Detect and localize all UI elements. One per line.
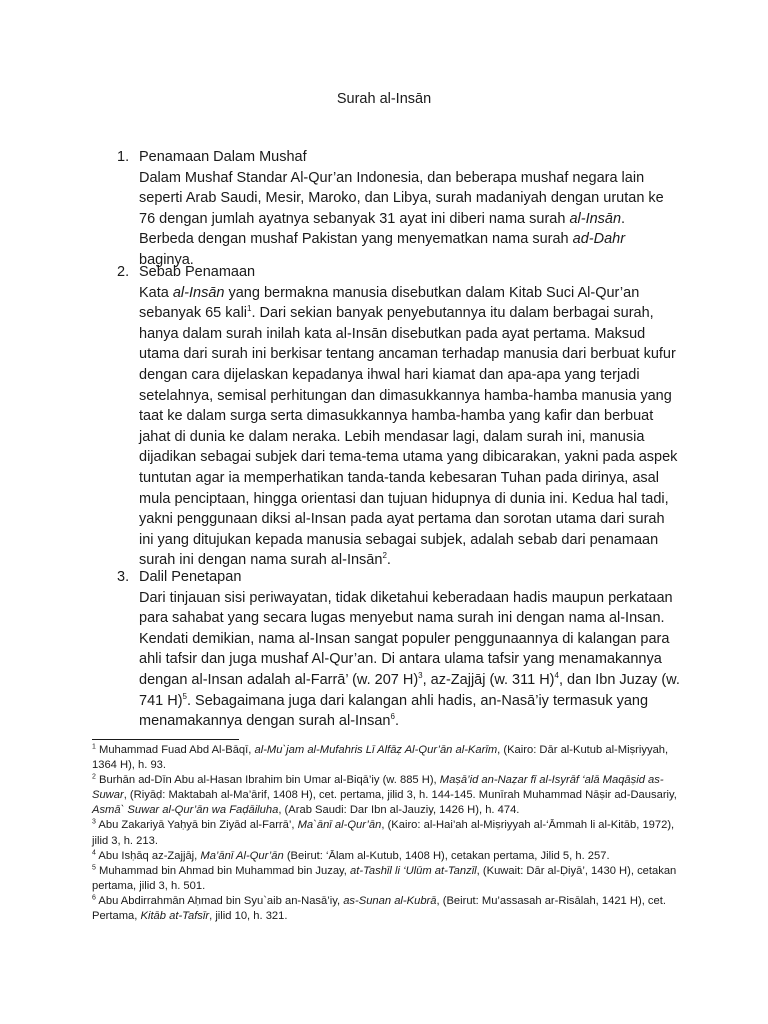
footnote-text: , jilid 10, h. 321.	[209, 910, 288, 923]
footnote-text: (Beirut: ‘Ālam al-Kutub, 1408 H), cetakan pertama, Jilid 5, h. 257.	[283, 849, 610, 862]
paragraph-text: yang bermakna manusia disebutkan dalam Kitab Suci Al-Qur’an sebanyak 65 kali	[139, 284, 640, 322]
footnote-title: al-Mu`jam al-Mufahris Lī Alfāẓ Al-Qur’ān al-Karīm	[254, 744, 498, 756]
paragraph-text: baginya.	[139, 251, 194, 268]
footnote-title: Ma’ānī Al-Qur’ān	[200, 849, 284, 862]
footnote-text: Burhān ad-Dīn Abu al-Hasan Ibrahim bin Umar al-Biqā’iy (w. 885 H),	[95, 774, 440, 787]
paragraph-text: Dalam Mushaf Standar Al-Qur’an Indonesia, dan beberapa mushaf negara lain seperti Arab Saudi, Mesir, Maroko, dan Libya, surah madaniyah dengan urutan ke 76 dengan jumlah ayatnya sebanyak 31 ayat ini diberi nama surah	[139, 169, 664, 227]
paragraph-text: , dan Ibn Juzay (w. 741 H)	[139, 671, 680, 709]
footnote-text: Abu Zakariyā Yaḥyā bin Ziyād al-Farrā’,	[95, 819, 298, 832]
footnote-title: Asmā` Suwar al-Qur’ān wa Faḍāiluha	[92, 804, 279, 817]
footnotes	[92, 743, 692, 924]
section-heading: Sebab Penamaan	[139, 264, 256, 280]
paragraph-text: . Sebagaimana juga dari kalangan ahli hadis, an-Nasā’iy termasuk yang menamakannya dengan surah al-Insan	[139, 692, 649, 730]
footnote-text: , (Kairo: al-Hai’ah al-Miṣriyyah al-‘Āmmah li al-Kitāb, 1972), jilid 3, h. 213.	[92, 819, 675, 847]
paragraph-text: , az-Zajjāj (w. 311 H)	[422, 671, 555, 688]
footnote	[92, 743, 692, 773]
italic-term: ad-Dahr	[572, 231, 626, 248]
section-body	[139, 567, 682, 732]
section-dalil-penetapan	[92, 567, 682, 732]
footnote-text: , (Beirut: Mu’assasah ar-Risālah, 1421 H), cet. Pertama,	[92, 894, 666, 923]
paragraph-text: Kata	[139, 284, 173, 301]
section-body	[139, 147, 682, 271]
footnote	[92, 849, 692, 864]
footnote	[92, 818, 692, 848]
paragraph-text: . Berbeda dengan mushaf Pakistan yang menyematkan nama surah	[139, 210, 626, 248]
footnote-text: Muhammad bin Ahmad bin Muhammad bin Juzay,	[95, 864, 351, 877]
footnote-number: 2	[92, 773, 96, 781]
section-number: 2.	[117, 264, 130, 280]
footnote-number: 5	[92, 864, 96, 872]
footnote-text: , (Kuwait: Dār al-Ḍiyā’, 1430 H), cetakan pertama, jilid 3, h. 501.	[92, 864, 677, 892]
footnote-text: , (Kairo: Dār al-Kutub al-Miṣriyyah, 1364 H), h. 93.	[92, 744, 669, 772]
footnote-title: as-Sunan al-Kubrā	[343, 894, 437, 907]
footnote-title: Maṣā’id an-Naẓar fī al-Isyrāf ‘alā Maqāṣid as-Suwar	[92, 774, 664, 802]
page-title: Surah al-Insān	[336, 91, 432, 107]
paragraph-text: .	[386, 552, 391, 569]
footnote-separator	[92, 739, 239, 740]
footnote	[92, 773, 692, 818]
footnote-text: , (Riyāḍ: Maktabah al-Ma’ārif, 1408 H), cet. pertama, jilid 3, h. 144-145. Munīrah Muhammad Nāṣir ad-Dausariy,	[123, 789, 677, 802]
section-heading: Penamaan Dalam Mushaf	[139, 149, 307, 165]
section-body	[139, 262, 682, 571]
footnote-ref[interactable]: 2	[382, 551, 387, 561]
footnote-ref[interactable]: 3	[418, 671, 423, 681]
footnote-title: Kitāb at-Tafsīr	[140, 910, 210, 923]
footnote	[92, 864, 692, 894]
footnote-number: 3	[92, 818, 96, 826]
section-number: 3.	[117, 569, 130, 585]
footnote-ref[interactable]: 1	[247, 304, 252, 314]
section-number: 1.	[117, 149, 130, 165]
footnote-text: Abu Abdirrahmān Aḥmad bin Syu`aib an-Nasā’iy,	[95, 894, 344, 907]
footnote-text: Muhammad Fuad Abd Al-Bāqī,	[95, 744, 255, 756]
footnote	[92, 894, 692, 924]
section-sebab-penamaan	[92, 262, 682, 571]
section-penamaan	[92, 147, 682, 271]
section-heading: Dalil Penetapan	[139, 569, 242, 585]
italic-term: al-Insān	[569, 210, 622, 227]
paragraph-text: .	[394, 713, 399, 730]
italic-term: al-Insān	[172, 284, 225, 301]
footnote-number: 1	[92, 743, 96, 751]
footnote-title: at-Tashīl li ‘Ulūm at-Tanzīl	[350, 864, 477, 877]
paragraph-text: Dari tinjauan sisi periwayatan, tidak diketahui keberadaan hadis maupun perkataan para sahabat yang secara lugas menyebut nama surah ini dengan nama al-Insan. Kendati demikian, nama al-Insan sangat populer penggunaannya di kalangan para ahli tafsir dan juga mushaf Al-Qur’an. Di antara ulama tafsir yang menamakannya dengan al-Insan adalah al-Farrā’ (w. 207 H)	[139, 589, 673, 688]
footnote-number: 4	[92, 848, 96, 856]
footnote-ref[interactable]: 4	[554, 671, 559, 681]
paragraph-text: . Dari sekian banyak penyebutannya itu dalam berbagai surah, hanya dalam surah inilah kata al-Insān disebutkan pada ayat pertama. Maksud utama dari surah ini berkisar tentang ancaman terhadap manusia dari berbuat kufur dengan cara dijelaskan kepadanya ihwal hari kiamat dan apa-apa yang terjadi setelahnya, semisal perhitungan dan dimasukkannya hamba-hamba manusia yang taat ke dalam surga serta dimasukkannya hamba-hamba yang kafir dan berbuat jahat di dunia ke dalam neraka. Lebih mendasar lagi, dalam surah ini, manusia dijadikan sebagai subjek dari tema-tema utama yang dibicarakan, yakni pada aspek tuntutan agar ia memperhatikan tanda-tanda kebesaran Tuhan pada dirinya, asal mula penciptaan, hingga orientasi dan tujuan hidupnya di dunia ini. Kedua hal tadi, yakni penggunaan diksi al-Insan pada ayat pertama dan sorotan utama dari surah ini yang ditujukan kepada manusia sebagai subjek, adalah sebab dari penamaan surah ini dengan nama surah al-Insān	[139, 305, 678, 569]
footnote-title: Ma`ānī al-Qur’ān	[297, 819, 382, 832]
footnote-text: , (Arab Saudi: Dar Ibn al-Jauziy, 1426 H), h. 474.	[278, 804, 520, 817]
footnote-number: 6	[92, 894, 96, 902]
footnote-ref[interactable]: 6	[390, 712, 395, 722]
footnote-ref[interactable]: 5	[182, 691, 187, 701]
footnote-text: Abu Isḥāq az-Zajjāj,	[95, 849, 201, 862]
